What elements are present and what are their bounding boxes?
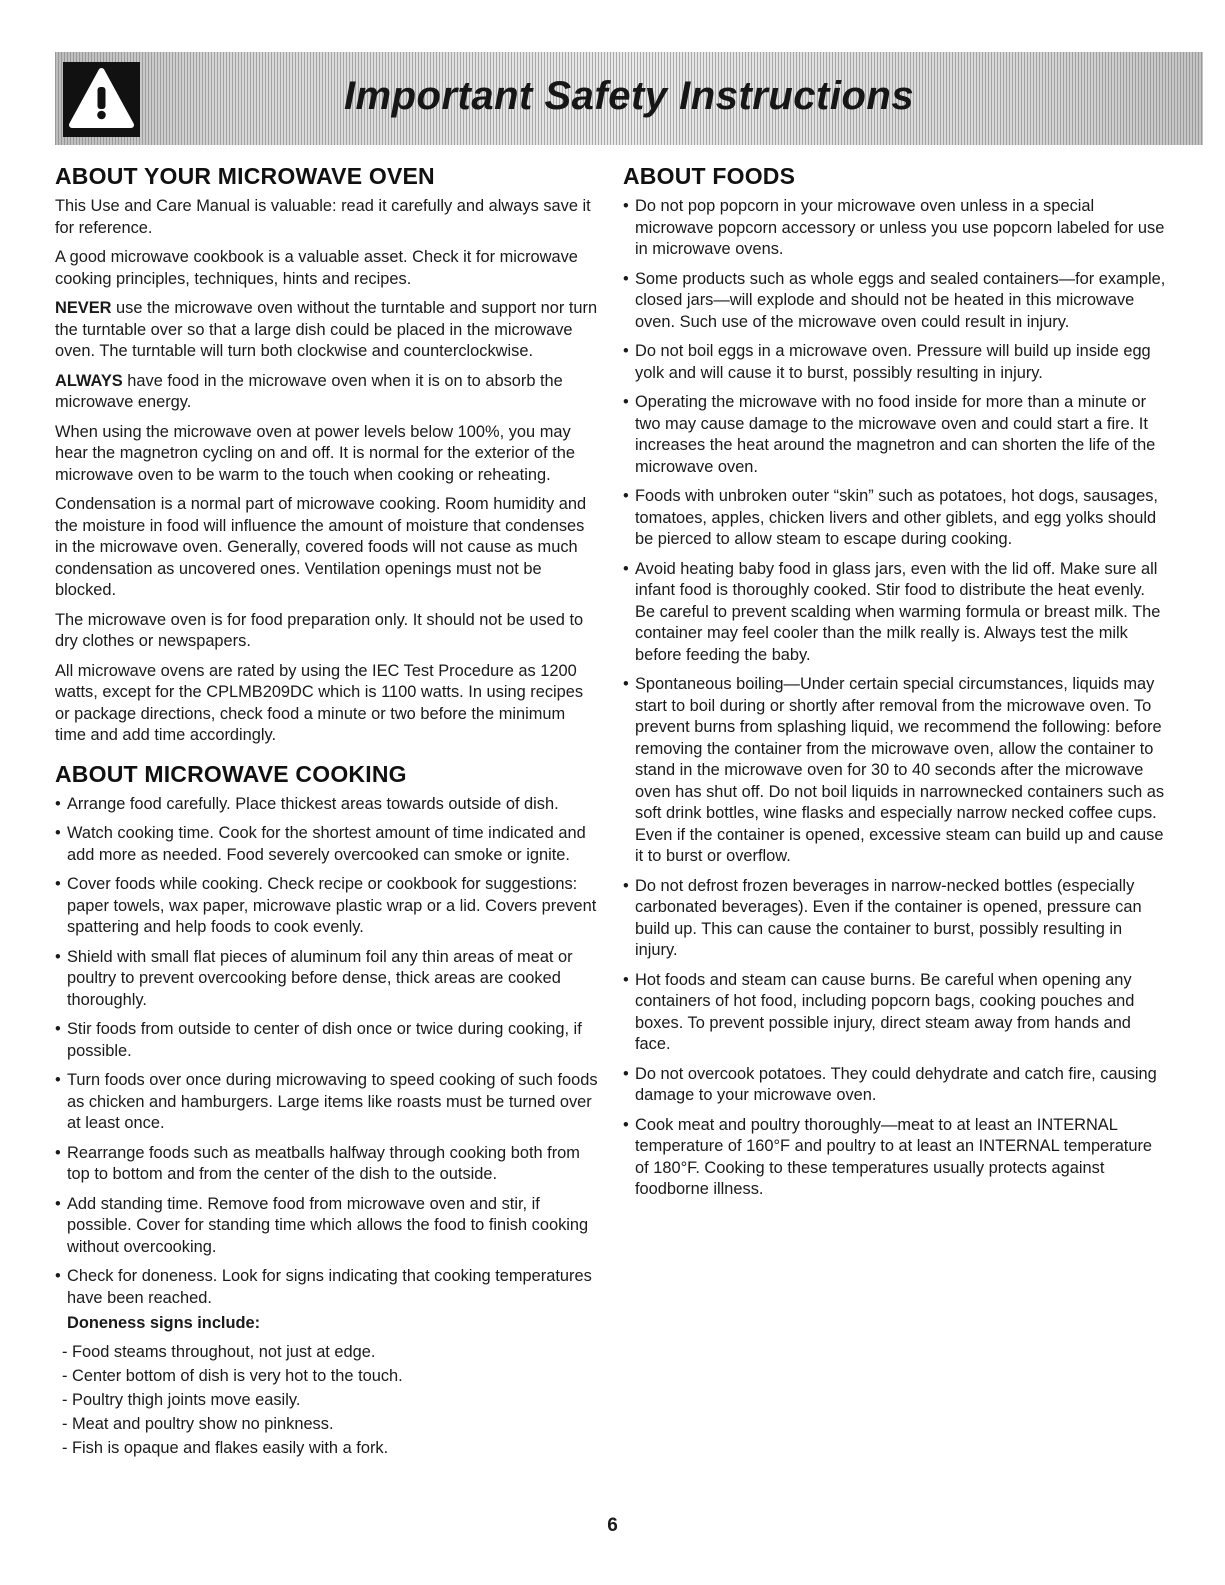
list-item: • Turn foods over once during microwaving to speed cooking of such foods as chicken and hamburgers. Large items like roasts must be turned over at least once. [55, 1071, 598, 1132]
lead-word: NEVER [55, 299, 112, 317]
list-item: • Do not overcook potatoes. They could dehydrate and catch fire, causing damage to your microwave oven. [623, 1064, 1157, 1104]
bullet-icon: • [623, 1115, 629, 1134]
list-item: • Foods with unbroken outer “skin” such as potatoes, hot dogs, sausages, tomatoes, apples, chicken livers and other giblets, and egg yolks should be pierced to allow steam to escape during cooking. [623, 487, 1158, 548]
list-item: • Hot foods and steam can cause burns. Be careful when opening any containers of hot food, including popcorn bags, cooking pouches and boxes. To prevent possible injury, direct steam away from hands and face. [623, 970, 1135, 1053]
bullet-icon: • [623, 970, 629, 989]
paragraph: All microwave ovens are rated by using the IEC Test Procedure as 1200 watts, except for the CPLMB209DC which is 1100 watts. In using recipes or package directions, check food a minute or two before the minimum time and add time accordingly. [55, 661, 584, 744]
list-item: - Center bottom of dish is very hot to the touch. [62, 1366, 403, 1385]
bullet-icon: • [623, 487, 629, 505]
paragraph-text: use the microwave oven without the turntable and support nor turn the turntable over so that a large dish could be placed in the microwave oven. The turntable will turn both clockwise and counterclockwise. [55, 299, 598, 360]
right-column [623, 163, 1168, 1209]
paragraph: When using the microwave oven at power levels below 100%, you may hear the magnetron cycling on and off. It is normal for the exterior of the microwave oven to be warm to the touch when cooking or reheating. [55, 422, 575, 484]
paragraph: The microwave oven is for food preparation only. It should not be used to dry clothes or newspapers. [55, 610, 584, 650]
page-number: 6 [607, 1515, 618, 1536]
bullet-icon: • [55, 875, 61, 893]
doneness-heading: Doneness signs include: [67, 1314, 261, 1332]
list-item: - Fish is opaque and flakes easily with a fork. [62, 1438, 389, 1457]
bullet-icon: • [623, 1064, 629, 1083]
left-column [55, 163, 600, 1460]
list-item: • Some products such as whole eggs and sealed containers—for example, closed jars—will explode and should not be heated in this microwave oven. Such use of the microwave oven could result in injury. [623, 269, 1166, 331]
list-item: • Operating the microwave with no food inside for more than a minute or two may cause damage to the microwave oven and could start a fire. It increases the heat around the magnetron and can shorten the life of the microwave oven. [623, 393, 1156, 476]
list-item: - Poultry thigh joints move easily. [62, 1390, 301, 1409]
bullet-icon: • [623, 197, 629, 215]
page-title: Important Safety Instructions [343, 74, 915, 118]
bullet-icon: • [623, 393, 629, 411]
doneness-list [55, 1340, 600, 1460]
cooking-tips-list [55, 794, 600, 1310]
list-item: • Avoid heating baby food in glass jars, even with the lid off. Make sure all infant food is thoroughly cooked. Stir food to distribute the heat evenly. Be careful to prevent scalding when warming formula or breast milk. The container may feel cooler than the milk really is. Always test the milk before feeding the baby. [623, 559, 1161, 664]
list-item: • Shield with small flat pieces of aluminum foil any thin areas of meat or poultry to prevent overcooking before dense, thick areas are cooked thoroughly. [55, 947, 573, 1009]
bullet-icon: • [55, 1143, 61, 1162]
list-item: • Arrange food carefully. Place thickest areas towards outside of dish. [55, 794, 600, 816]
bullet-icon: • [55, 947, 61, 966]
list-item: • Do not boil eggs in a microwave oven. Pressure will build up inside egg yolk and will cause it to burst, possibly resulting in injury. [623, 342, 1151, 382]
lead-word: ALWAYS [55, 371, 123, 390]
bullet-icon: • [55, 1020, 61, 1038]
paragraph: Condensation is a normal part of microwave cooking. Room humidity and the moisture in food will influence the amount of moisture that condenses in the microwave oven. Generally, covered foods will not cause as much condensation as uncovered ones. Ventilation openings must not be blocked. [55, 495, 587, 599]
list-item: - Meat and poultry show no pinkness. [62, 1414, 334, 1433]
bullet-icon: • [55, 1267, 61, 1285]
list-item: • Spontaneous boiling—Under certain special circumstances, liquids may start to boil during or shortly after removal from the microwave oven. To prevent burns from splashing liquid, we recommend the following: before removing the container from the microwave oven, allow the container to stand in the microwave oven for 30 to 40 seconds after the microwave oven has shut off. Do not boil liquids in narrownecked containers such as soft drink bottles, wine flasks and especially narrow necked coffee cups. Even if the container is opened, excessive steam can build up and cause it to burst or overflow. [623, 675, 1165, 865]
list-item: • Do not defrost frozen beverages in narrow-necked bottles (especially carbonated beverages). Even if the container is opened, pressure can build up. This can cause the container to burst, possibly resulting in injury. [623, 876, 1142, 959]
header-banner [55, 52, 1203, 145]
paragraph [55, 298, 600, 363]
section-heading-about-cooking: ABOUT MICROWAVE COOKING [55, 760, 407, 787]
bullet-icon: • [55, 824, 61, 842]
paragraph: A good microwave cookbook is a valuable asset. Check it for microwave cooking principles, techniques, hints and recipes. [55, 248, 578, 288]
bullet-icon: • [623, 269, 629, 288]
list-item: • Cook meat and poultry thoroughly—meat to at least an INTERNAL temperature of 160°F and poultry to at least an INTERNAL temperature of 180°F. Cooking to these temperatures usually protects against foodborne illness. [623, 1115, 1153, 1198]
paragraph: This Use and Care Manual is valuable: read it carefully and always save it for reference. [55, 197, 591, 237]
list-item: • Cover foods while cooking. Check recipe or cookbook for suggestions: paper towels, wax paper, microwave plastic wrap or a lid. Covers prevent spattering and help foods to cook evenly. [55, 875, 597, 936]
section-heading-about-foods: ABOUT FOODS [623, 163, 796, 189]
bullet-icon: • [55, 1071, 61, 1089]
section-heading-about-oven: ABOUT YOUR MICROWAVE OVEN [55, 163, 435, 189]
bullet-icon: • [623, 675, 629, 693]
bullet-icon: • [55, 794, 61, 813]
foods-list [623, 196, 1168, 1201]
bullet-icon: • [623, 342, 629, 360]
list-item: - Food steams throughout, not just at edge. [62, 1342, 376, 1361]
list-item: • Rearrange foods such as meatballs halfway through cooking both from top to bottom and from the center of the dish to the outside. [55, 1143, 580, 1183]
list-item: • Add standing time. Remove food from microwave oven and stir, if possible. Cover for standing time which allows the food to finish cooking without overcooking. [55, 1194, 589, 1256]
bullet-icon: • [55, 1194, 61, 1213]
bullet-icon: • [623, 876, 629, 895]
list-item: • Watch cooking time. Cook for the shortest amount of time indicated and add more as needed. Food severely overcooked can smoke or ignite. [55, 824, 586, 864]
paragraph-text: have food in the microwave oven when it is on to absorb the microwave energy. [55, 371, 563, 411]
list-item: • Stir foods from outside to center of dish once or twice during cooking, if possible. [55, 1020, 582, 1060]
list-item: • Check for doneness. Look for signs indicating that cooking temperatures have been reached. [55, 1267, 592, 1307]
bullet-icon: • [623, 559, 629, 578]
paragraph [55, 371, 600, 414]
list-item: • Do not pop popcorn in your microwave oven unless in a special microwave popcorn accessory or unless you use popcorn labeled for use in microwave ovens. [623, 197, 1165, 258]
